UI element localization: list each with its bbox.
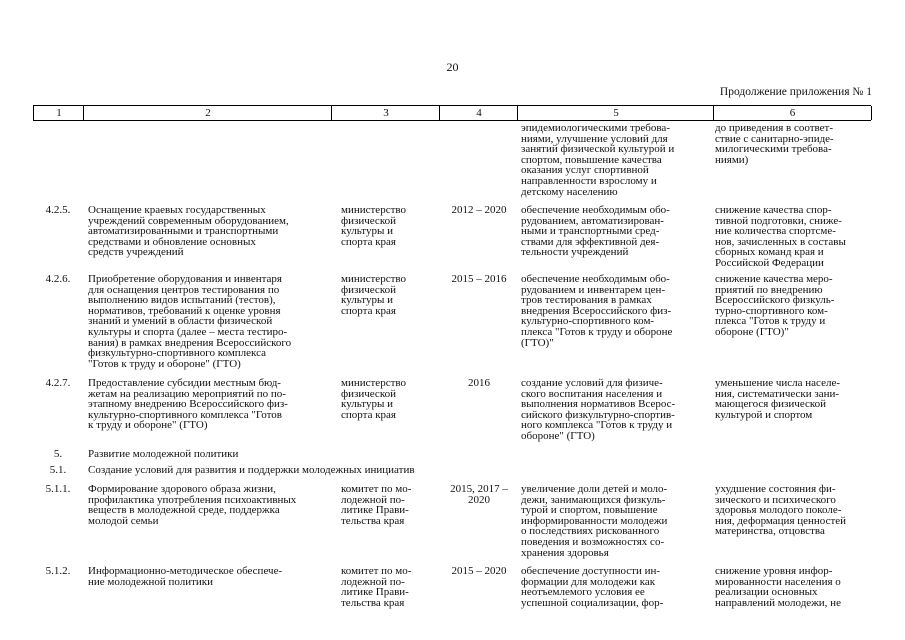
text-line: 2015 – 2020 xyxy=(451,565,507,577)
text-line: плекса "Готов к труду и обороне xyxy=(521,325,673,338)
activity-cell xyxy=(88,566,333,587)
text-line: комитет по мо- xyxy=(341,565,412,577)
goal-cell xyxy=(521,378,711,442)
activity-cell xyxy=(88,484,333,526)
text-line: физкультурно-спортивного комплекса xyxy=(88,347,267,360)
text-line: спорта края xyxy=(341,235,396,248)
text-line: формации для молодежи как xyxy=(521,575,656,588)
text-line: средств учреждений xyxy=(88,246,184,259)
text-line: сийского физкультурно-спортив- xyxy=(521,408,675,421)
executor-cell xyxy=(341,566,433,608)
text-line: до приведения в соответ- xyxy=(715,122,834,134)
text-line: литике Прави- xyxy=(341,586,409,599)
column-header-1: 1 xyxy=(33,106,84,120)
text-line: ниями) xyxy=(715,153,749,166)
text-line: культуры и xyxy=(341,225,393,238)
text-line: 2020 xyxy=(468,493,490,506)
text-line: жетам на реализацию мероприятий по по- xyxy=(88,387,286,400)
text-line: реализации основных xyxy=(715,586,818,599)
consequence-cell xyxy=(715,378,871,420)
text-line: направлений молодежи, не xyxy=(715,596,841,609)
text-line: учреждений современным оборудованием, xyxy=(88,214,289,227)
text-line: ными и транспортными сред- xyxy=(521,225,660,238)
consequence-cell xyxy=(715,274,871,338)
text-line: рудованием и инвентарем цен- xyxy=(521,283,666,296)
text-line: ствами для эффективной дея- xyxy=(521,235,660,248)
text-line: нов, зачисленных в составы xyxy=(715,235,846,248)
text-line: снижение качества меро- xyxy=(715,273,833,285)
text-line: спорта края xyxy=(341,408,396,421)
text-line: Информационно-методическое обеспече- xyxy=(88,565,283,577)
text-line: зического и психического xyxy=(715,493,836,506)
text-line: направленности взрослому и xyxy=(521,174,657,187)
text-line: турно-спортивного ком- xyxy=(715,304,828,317)
text-line: профилактика употребления психоактивных xyxy=(88,493,297,506)
text-line: эпидемиологическими требова- xyxy=(521,122,670,134)
text-line: неотъемлемого условия ее xyxy=(521,586,645,599)
text-line: здоровья молодого поколе- xyxy=(715,504,842,517)
text-line: тельства края xyxy=(341,596,405,609)
text-line: создание условий для физиче- xyxy=(521,377,663,389)
section-title: Развитие молодежной политики xyxy=(88,448,239,460)
text-line: успешной социализации, фор- xyxy=(521,596,664,609)
text-line: тивной подготовки, сниже- xyxy=(715,214,842,227)
goal-cell xyxy=(521,123,711,197)
text-line: этапному внедрению Всероссийского физ- xyxy=(88,398,288,411)
text-line: снижение качества спор- xyxy=(715,204,832,216)
executor-cell xyxy=(341,378,433,420)
subsection-number: 5.1. xyxy=(49,464,67,476)
activity-cell xyxy=(88,274,333,369)
consequence-cell xyxy=(715,484,871,537)
text-line: мированности населения о xyxy=(715,575,841,588)
consequence-cell xyxy=(715,123,871,165)
text-line: молодой семьи xyxy=(88,514,159,527)
table-header-row xyxy=(33,105,871,121)
text-line: ния, деформация ценностей xyxy=(715,514,847,527)
text-line: спортом, повышение качества xyxy=(521,153,662,166)
text-line: ствие с санитарно-эпиде- xyxy=(715,132,834,145)
text-line: тельности учреждений xyxy=(521,246,629,259)
period-cell xyxy=(437,566,521,577)
text-line: автоматизированными и транспортными xyxy=(88,225,279,238)
text-line: турой и спортом, повышение xyxy=(521,504,658,517)
text-line: сборных команд края и xyxy=(715,246,824,259)
text-line: 2015 – 2016 xyxy=(451,273,507,285)
text-line: обеспечение необходимым обо- xyxy=(521,204,670,216)
text-line: плекса "Готов к труду и xyxy=(715,315,826,328)
text-line: ского воспитания населения и xyxy=(521,387,663,400)
text-line: ного комплекса "Готов к труду и xyxy=(521,419,673,432)
text-line: к труду и обороне" (ГТО) xyxy=(88,419,208,432)
goal-cell xyxy=(521,274,711,348)
text-line: "Готов к труду и обороне" (ГТО) xyxy=(88,357,241,370)
text-line: вания) в рамках внедрения Всероссийского xyxy=(88,336,292,349)
text-line: приятий по внедрению xyxy=(715,283,823,296)
text-line: материнства, отцовства xyxy=(715,525,825,538)
text-line: ние количества спортсме- xyxy=(715,225,836,238)
text-line: веществ в молодежной среде, поддержка xyxy=(88,504,280,517)
text-line: культурно-спортивного комплекса "Готов xyxy=(88,408,282,421)
text-line: физической xyxy=(341,283,396,296)
text-line: ухудшение состояния фи- xyxy=(715,483,836,495)
text-line: министерство xyxy=(341,204,407,216)
text-line: культуры и спорта (далее – места тестиро- xyxy=(88,325,288,338)
text-line: комитет по мо- xyxy=(341,483,412,495)
text-line: средствами и обновление основных xyxy=(88,235,256,248)
executor-cell xyxy=(341,484,433,526)
text-line: физической xyxy=(341,387,396,400)
text-line: тров тестирования в рамках xyxy=(521,294,652,307)
activity-cell xyxy=(88,205,333,258)
text-line: уменьшение числа населе- xyxy=(715,377,840,389)
consequence-cell xyxy=(715,566,871,608)
row-number: 5.1.2. xyxy=(45,565,71,577)
text-line: спорта края xyxy=(341,304,396,317)
text-line: обеспечение необходимым обо- xyxy=(521,273,670,285)
text-line: Оснащение краевых государственных xyxy=(88,204,266,216)
row-number: 5.1.1. xyxy=(45,483,71,495)
section-number: 5. xyxy=(53,448,63,460)
text-line: о последствиях рискованного xyxy=(521,525,660,538)
text-line: культуры и xyxy=(341,398,393,411)
text-line: 2012 – 2020 xyxy=(451,204,507,216)
text-line: снижение уровня инфор- xyxy=(715,565,833,577)
text-line: детскому населению xyxy=(521,185,618,198)
text-line: Формирование здорового образа жизни, xyxy=(88,483,276,495)
text-line: увеличение доли детей и моло- xyxy=(521,483,668,495)
column-header-3: 3 xyxy=(331,106,440,120)
text-line: занятий физической культурой и xyxy=(521,143,675,156)
text-line: хранения здоровья xyxy=(521,546,609,559)
text-line: министерство xyxy=(341,273,407,285)
text-line: обороне" (ГТО) xyxy=(521,429,595,442)
text-line: милогическими требова- xyxy=(715,143,832,156)
text-line: культуры и xyxy=(341,294,393,307)
period-cell xyxy=(437,205,521,216)
text-line: 2016 xyxy=(468,377,490,389)
text-line: внедрения Всероссийского физ- xyxy=(521,304,672,317)
text-line: тельства края xyxy=(341,514,405,527)
text-line: физической xyxy=(341,214,396,227)
text-line: литике Прави- xyxy=(341,504,409,517)
goal-cell xyxy=(521,566,711,608)
text-line: обеспечение доступности ин- xyxy=(521,565,661,577)
column-header-6: 6 xyxy=(713,106,872,120)
text-line: обороне (ГТО)" xyxy=(715,325,789,338)
row-number: 4.2.5. xyxy=(45,204,71,216)
subsection-title: Создание условий для развития и поддержки молодежных инициатив xyxy=(88,464,415,476)
executor-cell xyxy=(341,205,433,247)
text-line: нормативов, требований к оценке уровня xyxy=(88,304,281,317)
consequence-cell xyxy=(715,205,871,269)
text-line: культурно-спортивного ком- xyxy=(521,315,655,328)
text-line: ниями, улучшение условий для xyxy=(521,132,668,145)
text-line: выполнения нормативов Всерос- xyxy=(521,398,676,411)
text-line: оказания услуг спортивной xyxy=(521,164,649,177)
text-line: 2015, 2017 – xyxy=(450,483,508,495)
period-cell xyxy=(437,378,521,389)
row-number: 4.2.7. xyxy=(45,377,71,389)
text-line: (ГТО)" xyxy=(521,336,554,349)
column-header-4: 4 xyxy=(439,106,518,120)
text-line: ния, систематически зани- xyxy=(715,387,840,400)
executor-cell xyxy=(341,274,433,316)
text-line: Российской Федерации xyxy=(715,256,824,269)
text-line: Предоставление субсидии местным бюд- xyxy=(88,377,281,389)
text-line: рудованием, автоматизирован- xyxy=(521,214,664,227)
text-line: информированности молодежи xyxy=(521,514,668,527)
text-line: лодежной по- xyxy=(341,493,405,506)
text-line: для оснащения центров тестирования по xyxy=(88,283,280,296)
period-cell xyxy=(437,274,521,285)
text-line: ние молодежной политики xyxy=(88,575,214,588)
period-cell xyxy=(437,484,521,505)
text-line: культурой и спортом xyxy=(715,408,813,421)
goal-cell xyxy=(521,205,711,258)
text-line: Приобретение оборудования и инвентаря xyxy=(88,273,282,285)
column-header-2: 2 xyxy=(83,106,332,120)
appendix-continuation-note: Продолжение приложения № 1 xyxy=(719,86,872,98)
goal-cell xyxy=(521,484,711,558)
column-header-5: 5 xyxy=(517,106,714,120)
page-number: 20 xyxy=(446,60,459,74)
text-line: мающегося физической xyxy=(715,398,827,411)
text-line: выполнению видов испытаний (тестов), xyxy=(88,294,276,307)
text-line: поведения и возможностях со- xyxy=(521,535,665,548)
text-line: Всероссийского физкуль- xyxy=(715,294,835,307)
text-line: министерство xyxy=(341,377,407,389)
text-line: знаний и умений в области физической xyxy=(88,315,273,328)
activity-cell xyxy=(88,378,333,431)
text-line: дежи, занимающихся физкуль- xyxy=(521,493,666,506)
text-line: лодежной по- xyxy=(341,575,405,588)
row-number: 4.2.6. xyxy=(45,273,71,285)
